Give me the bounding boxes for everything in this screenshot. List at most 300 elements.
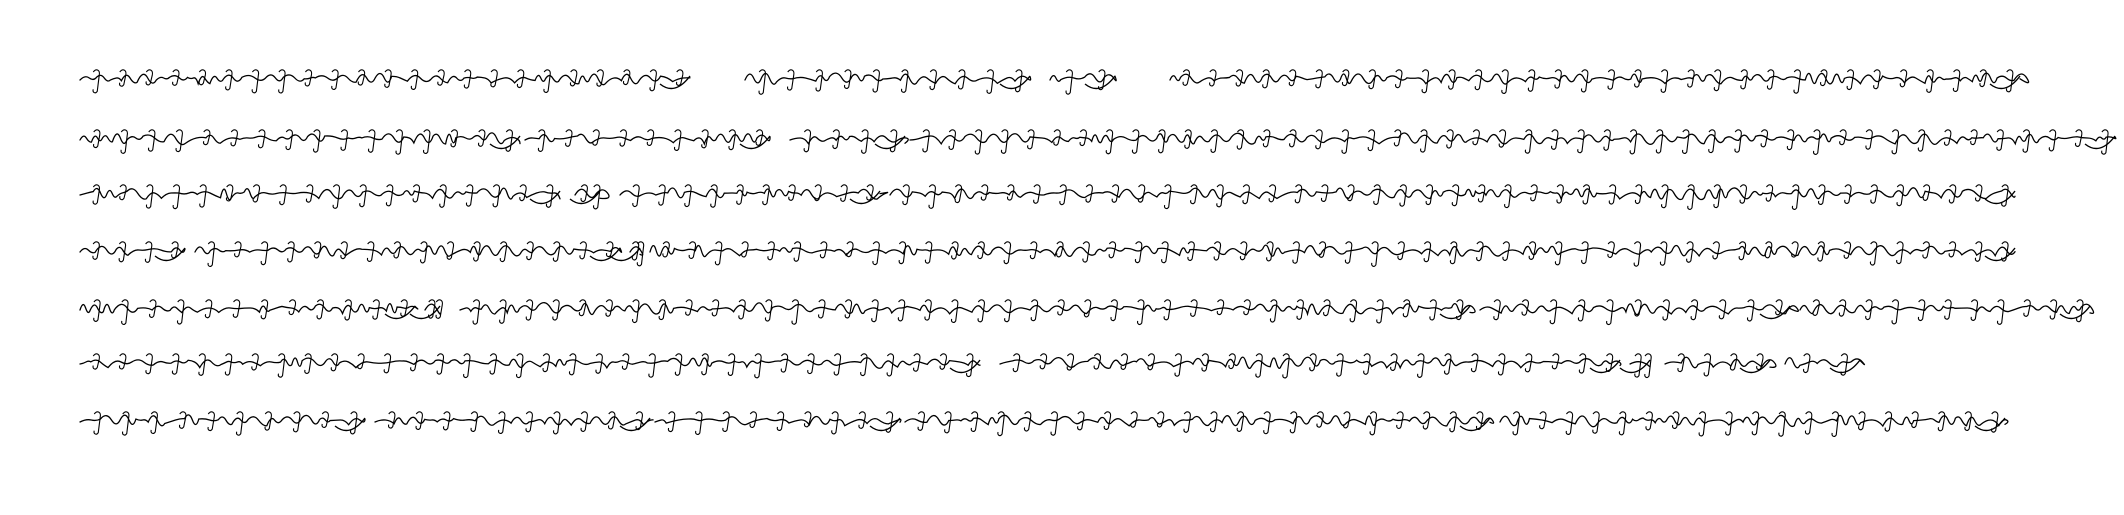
letter-head-mark: [1874, 70, 1880, 89]
letter-head-mark: [261, 300, 267, 319]
letter-head-mark: [437, 354, 443, 374]
letter-head-mark: [1927, 70, 1933, 92]
letter-head-mark: [149, 130, 155, 151]
letter-head-mark: [873, 70, 879, 92]
letter-head-mark: [200, 185, 206, 207]
script-segment: [1665, 354, 1776, 376]
letter-head-mark: [278, 354, 284, 377]
letter-head-mark: [173, 70, 179, 85]
letter-head-mark: [1450, 242, 1456, 264]
script-stroke: [630, 247, 643, 255]
letter-head-mark: [385, 70, 391, 87]
script-segment: [80, 242, 185, 262]
letter-head-mark: [226, 70, 232, 90]
letter-head-mark: [226, 185, 232, 201]
letter-head-mark: [1317, 412, 1323, 427]
script-segment: [195, 242, 622, 267]
letter-head-mark: [1031, 300, 1037, 321]
letter-head-mark: [1593, 412, 1599, 433]
letter-head-mark: [1162, 242, 1168, 263]
shad-flourish: [385, 306, 415, 319]
letter-head-mark: [1452, 185, 1458, 206]
letter-head-mark: [369, 130, 375, 152]
letter-head-mark: [2049, 130, 2055, 151]
letter-head-mark: [1350, 300, 1356, 322]
letter-head-mark: [930, 70, 936, 90]
letter-head-mark: [696, 412, 702, 435]
letter-head-mark: [781, 354, 787, 372]
letter-head-mark: [581, 185, 587, 202]
letter-head-mark: [1148, 354, 1154, 370]
letter-head-mark: [659, 185, 665, 205]
letter-head-mark: [1424, 242, 1430, 262]
letter-head-mark: [711, 185, 717, 207]
script-stroke: [80, 358, 980, 368]
letter-head-mark: [173, 185, 179, 209]
letter-head-mark: [940, 354, 946, 369]
script-segment: [655, 412, 901, 435]
script-segment: [80, 412, 365, 435]
letter-head-mark: [723, 412, 729, 432]
letter-head-mark: [742, 242, 748, 257]
letter-head-mark: [1578, 300, 1584, 321]
letter-head-mark: [1604, 130, 1610, 150]
letter-head-mark: [253, 185, 259, 202]
script-stroke: [575, 189, 609, 198]
letter-head-mark: [1975, 242, 1981, 261]
letter-head-mark: [317, 300, 323, 319]
letter-head-mark: [235, 242, 241, 257]
letter-head-mark: [663, 242, 669, 257]
letter-head-mark: [1184, 412, 1190, 432]
script-stroke: [1785, 358, 1864, 368]
letter-head-mark: [792, 300, 798, 324]
letter-head-mark: [1211, 130, 1217, 152]
letter-head-mark: [261, 242, 267, 265]
letter-head-mark: [819, 300, 825, 318]
letter-head-mark: [1847, 70, 1853, 90]
script-segment: [790, 130, 908, 153]
letter-head-mark: [788, 70, 794, 90]
letter-head-mark: [1475, 70, 1481, 90]
handwritten-line-1: [0, 50, 2124, 110]
letter-head-mark: [1426, 185, 1432, 205]
letter-head-mark: [500, 242, 506, 262]
letter-head-mark: [500, 300, 506, 323]
letter-head-mark: [1084, 300, 1090, 317]
letter-head-mark: [1013, 354, 1019, 372]
letter-head-mark: [1582, 242, 1588, 264]
letter-head-mark: [978, 242, 984, 259]
letter-head-mark: [1897, 185, 1903, 206]
letter-head-mark: [386, 185, 392, 206]
letter-head-mark: [987, 70, 993, 93]
letter-head-mark: [208, 242, 214, 267]
letter-head-mark: [1892, 130, 1898, 154]
letter-head-mark: [804, 130, 810, 152]
letter-head-mark: [1374, 185, 1380, 205]
letter-head-mark: [289, 300, 295, 315]
letter-head-mark: [358, 354, 364, 369]
letter-head-mark: [1051, 412, 1057, 435]
letter-head-mark: [1945, 300, 1951, 319]
shad-flourish: [850, 191, 880, 204]
script-segment: [1500, 412, 2008, 437]
letter-head-mark: [93, 185, 99, 204]
script-segment: [1480, 300, 1798, 325]
letter-head-mark: [1121, 354, 1127, 369]
letter-head-mark: [596, 354, 602, 373]
letter-head-mark: [647, 130, 653, 146]
letter-head-mark: [288, 242, 294, 262]
script-stroke: [80, 133, 520, 145]
script-stroke: [790, 136, 908, 144]
handwritten-line-7: [0, 392, 2124, 452]
letter-head-mark: [1157, 412, 1163, 427]
letter-head-mark: [1949, 242, 1955, 257]
letter-head-mark: [554, 412, 560, 434]
letter-head-mark: [1364, 354, 1370, 374]
letter-head-mark: [1761, 130, 1767, 147]
letter-head-mark: [1748, 300, 1754, 321]
letter-head-mark: [1980, 70, 1986, 87]
letter-head-mark: [1741, 70, 1747, 89]
letter-head-mark: [1818, 242, 1824, 261]
letter-head-mark: [1398, 242, 1404, 260]
letter-head-mark: [145, 242, 151, 262]
letter-head-mark: [2076, 130, 2082, 146]
script-stroke: [905, 415, 1494, 426]
letter-head-mark: [1578, 130, 1584, 153]
script-line-1: [0, 50, 2124, 110]
letter-head-mark: [172, 354, 178, 374]
letter-head-mark: [1422, 70, 1428, 93]
letter-head-mark: [606, 300, 612, 316]
letter-head-mark: [526, 300, 532, 320]
letter-head-mark: [834, 354, 840, 375]
letter-head-mark: [1263, 130, 1269, 147]
letter-head-mark: [739, 300, 745, 319]
letter-head-mark: [570, 354, 576, 375]
letter-head-mark: [1525, 130, 1531, 153]
letter-head-mark: [208, 412, 214, 431]
letter-head-mark: [1202, 354, 1208, 371]
letter-head-mark: [1662, 185, 1668, 208]
letter-head-mark: [341, 130, 347, 150]
letter-head-mark: [1607, 300, 1613, 325]
letter-head-mark: [1421, 130, 1427, 152]
letter-head-mark: [122, 300, 128, 325]
script-segment: [80, 130, 520, 154]
letter-head-mark: [1472, 354, 1478, 372]
script-segment: [1050, 70, 1116, 94]
letter-head-mark: [1821, 70, 1827, 86]
script-segment: [1000, 354, 1621, 378]
letter-head-mark: [93, 354, 99, 369]
letter-head-mark: [1368, 130, 1374, 151]
script-stroke: [650, 245, 2015, 257]
letter-head-mark: [517, 354, 523, 378]
letter-head-mark: [1078, 412, 1084, 430]
letter-head-mark: [265, 412, 271, 430]
letter-head-mark: [623, 70, 629, 85]
letter-head-mark: [765, 300, 771, 321]
letter-head-mark: [491, 70, 497, 87]
script-segment: [745, 70, 1031, 94]
shad-flourish: [870, 418, 900, 431]
letter-head-mark: [1337, 354, 1343, 376]
letter-head-mark: [553, 242, 559, 261]
letter-head-mark: [861, 354, 867, 376]
letter-head-mark: [151, 412, 157, 434]
letter-head-mark: [975, 130, 981, 154]
letter-head-mark: [1109, 242, 1115, 258]
letter-head-mark: [862, 130, 868, 153]
letter-head-mark: [1912, 412, 1918, 428]
letter-head-mark: [1673, 412, 1679, 429]
letter-head-mark: [1866, 130, 1872, 149]
letter-head-mark: [1430, 300, 1436, 320]
letter-head-mark: [280, 185, 286, 205]
letter-head-mark: [1324, 300, 1330, 316]
letter-head-mark: [490, 354, 496, 374]
letter-head-mark: [1566, 412, 1572, 435]
letter-head-mark: [1418, 354, 1424, 377]
script-segment: [1170, 70, 2029, 94]
letter-head-mark: [421, 242, 427, 263]
script-segment: [80, 185, 560, 209]
letter-head-mark: [259, 130, 265, 148]
letter-head-mark: [180, 412, 186, 428]
letter-head-mark: [1660, 242, 1666, 265]
letter-head-mark: [553, 300, 559, 320]
letter-head-mark: [1094, 354, 1100, 369]
letter-head-mark: [451, 130, 457, 147]
script-segment: [80, 354, 980, 378]
letter-head-mark: [341, 242, 347, 259]
letter-head-mark: [94, 130, 100, 148]
shad-flourish: [875, 136, 905, 149]
letter-head-mark: [898, 300, 904, 321]
letter-head-mark: [712, 300, 718, 316]
letter-head-mark: [702, 354, 708, 375]
letter-head-mark: [971, 412, 977, 432]
letter-head-mark: [887, 354, 893, 376]
letter-head-mark: [1237, 412, 1243, 431]
letter-head-mark: [1976, 185, 1982, 201]
script-segment: [1800, 300, 2094, 324]
letter-head-mark: [2102, 130, 2108, 154]
script-segment: [375, 412, 653, 434]
letter-head-mark: [1582, 70, 1588, 92]
letter-head-mark: [1646, 412, 1652, 430]
letter-head-mark: [411, 70, 417, 89]
letter-head-mark: [1264, 412, 1270, 434]
script-segment: [460, 300, 1475, 325]
letter-head-mark: [845, 70, 851, 89]
letter-head-mark: [1498, 354, 1504, 375]
letter-head-mark: [1609, 185, 1615, 204]
letter-head-mark: [1316, 70, 1322, 88]
letter-head-mark: [729, 130, 735, 150]
letter-head-mark: [1135, 242, 1141, 263]
letter-head-mark: [1713, 242, 1719, 259]
shad-flourish: [1000, 76, 1030, 89]
script-stroke: [745, 73, 1031, 84]
letter-head-mark: [1377, 300, 1383, 323]
letter-head-mark: [367, 242, 373, 262]
letter-head-mark: [728, 354, 734, 376]
letter-head-mark: [314, 242, 320, 258]
letter-head-mark: [1522, 300, 1528, 315]
letter-head-mark: [1505, 185, 1511, 208]
script-stroke: [1665, 357, 1776, 367]
letter-head-mark: [715, 242, 721, 265]
letter-head-mark: [1839, 300, 1845, 316]
letter-head-mark: [1814, 130, 1820, 154]
script-segment: [620, 185, 888, 207]
letter-head-mark: [1289, 70, 1295, 86]
letter-head-mark: [925, 242, 931, 263]
letter-head-mark: [1805, 412, 1811, 434]
script-segment: [1785, 354, 1864, 375]
letter-head-mark: [1370, 412, 1376, 435]
letter-head-mark: [373, 300, 379, 319]
letter-head-mark: [675, 354, 681, 375]
letter-head-mark: [1111, 300, 1117, 321]
letter-head-mark: [1191, 300, 1197, 316]
letter-head-mark: [1290, 130, 1296, 147]
letter-head-mark: [763, 185, 769, 205]
letter-head-mark: [440, 185, 446, 207]
letter-head-mark: [929, 185, 935, 208]
letter-head-mark: [873, 242, 879, 265]
script-line-5: [0, 280, 2124, 340]
letter-head-mark: [1892, 300, 1898, 324]
letter-head-mark: [845, 300, 851, 318]
letter-head-mark: [1270, 300, 1276, 322]
letter-head-mark: [119, 242, 125, 262]
letter-head-mark: [538, 130, 544, 151]
letter-head-mark: [808, 354, 814, 374]
letter-head-mark: [1185, 130, 1191, 148]
letter-head-mark: [345, 300, 351, 320]
letter-head-mark: [1060, 185, 1066, 205]
script-line-4: [0, 222, 2124, 282]
letter-head-mark: [1918, 130, 1924, 151]
letter-head-mark: [1953, 70, 1959, 92]
letter-head-mark: [1131, 412, 1137, 427]
letter-head-mark: [750, 412, 756, 428]
letter-head-mark: [902, 70, 908, 92]
letter-head-mark: [1579, 354, 1585, 373]
script-segment: [905, 412, 1494, 436]
handwritten-line-3: [0, 165, 2124, 225]
letter-head-mark: [471, 412, 477, 431]
script-stroke: [1050, 74, 1116, 82]
letter-head-mark: [841, 185, 847, 201]
letter-head-mark: [1866, 300, 1872, 320]
letter-head-mark: [1240, 242, 1246, 260]
letter-head-mark: [1297, 300, 1303, 319]
letter-head-mark: [1066, 70, 1072, 94]
letter-head-mark: [1792, 185, 1798, 209]
letter-head-mark: [389, 412, 395, 428]
letter-head-mark: [1552, 354, 1558, 369]
letter-head-mark: [579, 300, 585, 316]
letter-head-mark: [1283, 354, 1289, 378]
script-stroke: [1000, 357, 1621, 368]
letter-head-mark: [473, 300, 479, 324]
letter-head-mark: [1832, 412, 1838, 437]
letter-head-mark: [546, 185, 552, 207]
letter-head-mark: [1794, 70, 1800, 93]
letter-head-mark: [1683, 130, 1689, 154]
letter-head-mark: [1217, 300, 1223, 315]
letter-head-mark: [685, 185, 691, 207]
letter-head-mark: [305, 70, 311, 86]
letter-head-mark: [464, 70, 470, 88]
letter-head-mark: [331, 354, 337, 371]
letter-head-mark: [499, 412, 505, 434]
letter-head-mark: [1699, 412, 1705, 436]
letter-head-mark: [286, 130, 292, 150]
handwritten-line-6: [0, 334, 2124, 394]
script-line-2: [0, 110, 2124, 170]
script-segment: [80, 70, 690, 93]
letter-head-mark: [225, 354, 231, 375]
script-segment: [410, 300, 442, 319]
letter-head-mark: [493, 185, 499, 207]
letter-head-mark: [872, 300, 878, 322]
letter-head-mark: [923, 130, 929, 152]
letter-head-mark: [794, 242, 800, 261]
letter-head-mark: [1183, 70, 1189, 85]
letter-head-mark: [1449, 70, 1455, 89]
letter-head-mark: [2007, 70, 2013, 92]
script-line-7: [0, 392, 2124, 452]
letter-head-mark: [1739, 242, 1745, 260]
letter-head-mark: [305, 354, 311, 374]
letter-head-mark: [411, 354, 417, 371]
letter-head-mark: [1024, 412, 1030, 431]
script-stroke: [1500, 415, 2008, 426]
letter-head-mark: [1998, 300, 2004, 324]
letter-head-mark: [1016, 70, 1022, 92]
script-segment: [570, 185, 609, 209]
letter-head-mark: [1165, 185, 1171, 209]
script-stroke: [1170, 73, 2029, 84]
letter-head-mark: [1400, 185, 1406, 206]
script-line-3: [0, 165, 2124, 225]
script-segment: [525, 130, 770, 151]
letter-head-mark: [1138, 300, 1144, 325]
script-segment: [1620, 354, 1651, 378]
letter-head-mark: [607, 242, 613, 257]
letter-head-mark: [1656, 130, 1662, 153]
letter-head-mark: [890, 130, 896, 152]
handwritten-line-2: [0, 110, 2124, 170]
letter-head-mark: [1086, 185, 1092, 202]
letter-head-mark: [949, 130, 955, 150]
script-segment: [650, 242, 2015, 266]
handwritten-line-5: [0, 280, 2124, 340]
letter-head-mark: [959, 70, 965, 89]
letter-head-mark: [1132, 130, 1138, 153]
letter-head-mark: [1897, 242, 1903, 264]
script-segment: [910, 130, 2116, 154]
letter-head-mark: [1619, 412, 1625, 435]
